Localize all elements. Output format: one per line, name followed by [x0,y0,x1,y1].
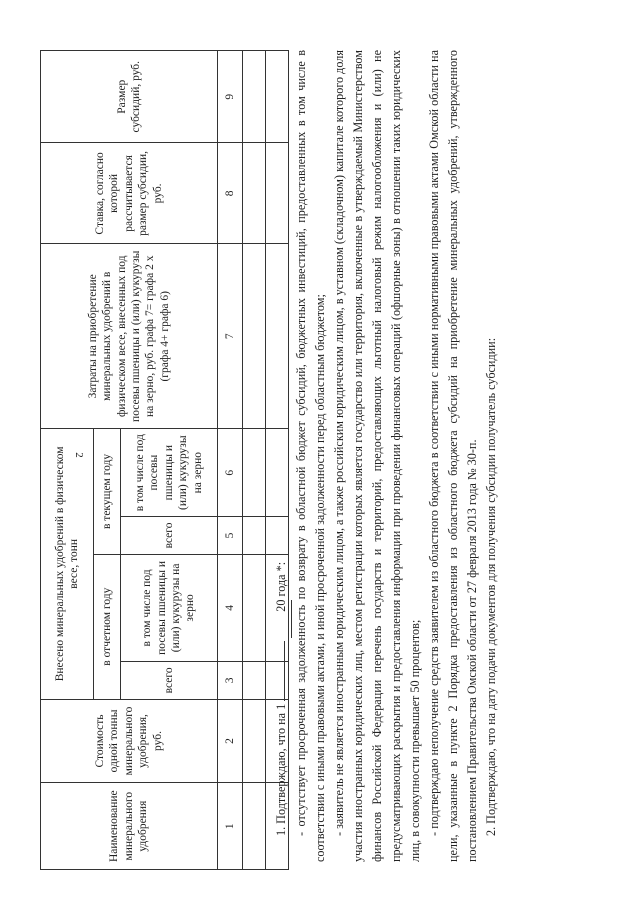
header-costs: Затраты на приобретение минеральных удобрений в физическом весе, внесенных под посевы пшеницы и (или) кукурузы на зерно, руб. графа 7= графа 2 х (графа 4+ графа 6) [41,244,218,429]
empty-cell [243,662,266,699]
header-applied-fertilizers: Внесено минеральных удобрений в физическом весе, тонн [41,429,94,699]
header-incl-reporting: в том числе под посевы пшеницы и (или) кукурузы на зерно [121,554,218,661]
column-numbers-row [218,51,243,870]
header-total-reporting: всего [121,662,218,699]
empty-cell [243,554,266,661]
col-number: 2 [218,699,243,783]
header-incl-current: в том числе под посевы пшеницы и (или) кукурузы на зерно [121,429,218,517]
body-text [272,50,501,862]
paragraph-no-other-funds: - подтверждаю неполучение средств заявителем из областного бюджета в соответствии с иными нормативными правовыми актами Омской области на цели, указанные в пункте 2 Порядка предоставления из областного бюджета субсидий на приобретение минеральных удобрений, утвержденного постановлением Правительства Омской области от 27 февраля 2013 года № 30-п. [427,50,479,862]
paragraph-no-debt: - отсутствует просроченная задолженность по возврату в областной бюджет субсидий, бюджетных инвестиций, предоставленных в том числе в соответствии с иными правовыми актами, и иной просроченной задолженности перед областным бюджетом; [294,50,327,862]
paragraph-not-foreign: - заявитель не является иностранным юридическим лицом, а также российским юридическим лицом, в уставном (складочном) капитале которого доля участия иностранных юридических лиц, местом регистрации которых является государство или территория, включенные в утверждаемый Министерством финансов Российской Федерации перечень государств и территорий, предоставляющих льготный налоговый режим налогообложения и (или) не предусматривающих раскрытия и предоставления информации при проведении финансовых операций (офшорные зоны) в отношении таких юридических лиц, в совокупности превышает 50 процентов; [332,50,422,862]
header-fertilizer-name: Наименование минерального удобрения [41,783,218,870]
col-number: 5 [218,517,243,554]
empty-cell [243,783,266,870]
page-number: 2 [72,452,85,458]
col-number: 9 [218,51,243,143]
empty-cell [243,699,266,783]
landscape-content [40,10,620,870]
col-number: 3 [218,662,243,699]
col-number: 7 [218,244,243,429]
header-reporting-year: в отчетном году [94,554,121,699]
empty-cell [243,429,266,517]
empty-cell [243,143,266,244]
col-number: 8 [218,143,243,244]
header-current-year: в текущем году [94,429,121,555]
header-subsidy-amount: Размер субсидий, руб. [41,51,218,143]
empty-cell [243,244,266,429]
confirm-date-end: года *: [274,561,288,597]
paragraph-confirm-recipient: 2. Подтверждаю, что на дату подачи документов для получения субсидии получатель субсидии: [484,337,498,836]
header-rate: Ставка, согласно которой рассчитывается размер субсидии, руб. [41,143,218,244]
empty-row [243,51,266,870]
subsidy-table [40,50,289,870]
paragraph-confirm-date [272,50,292,862]
empty-cell [243,51,266,143]
empty-cell [243,517,266,554]
col-number: 1 [218,783,243,870]
confirm-date-start: 1. Подтверждаю, что на 1 [274,703,288,836]
col-number: 4 [218,554,243,661]
day-blank [284,641,285,701]
col-number: 6 [218,429,243,517]
header-cost-per-ton: Стоимость одной тонны минерального удобрения, руб. [41,699,218,783]
header-total-current: всего [121,517,218,554]
year-blank: 20 [272,600,292,638]
